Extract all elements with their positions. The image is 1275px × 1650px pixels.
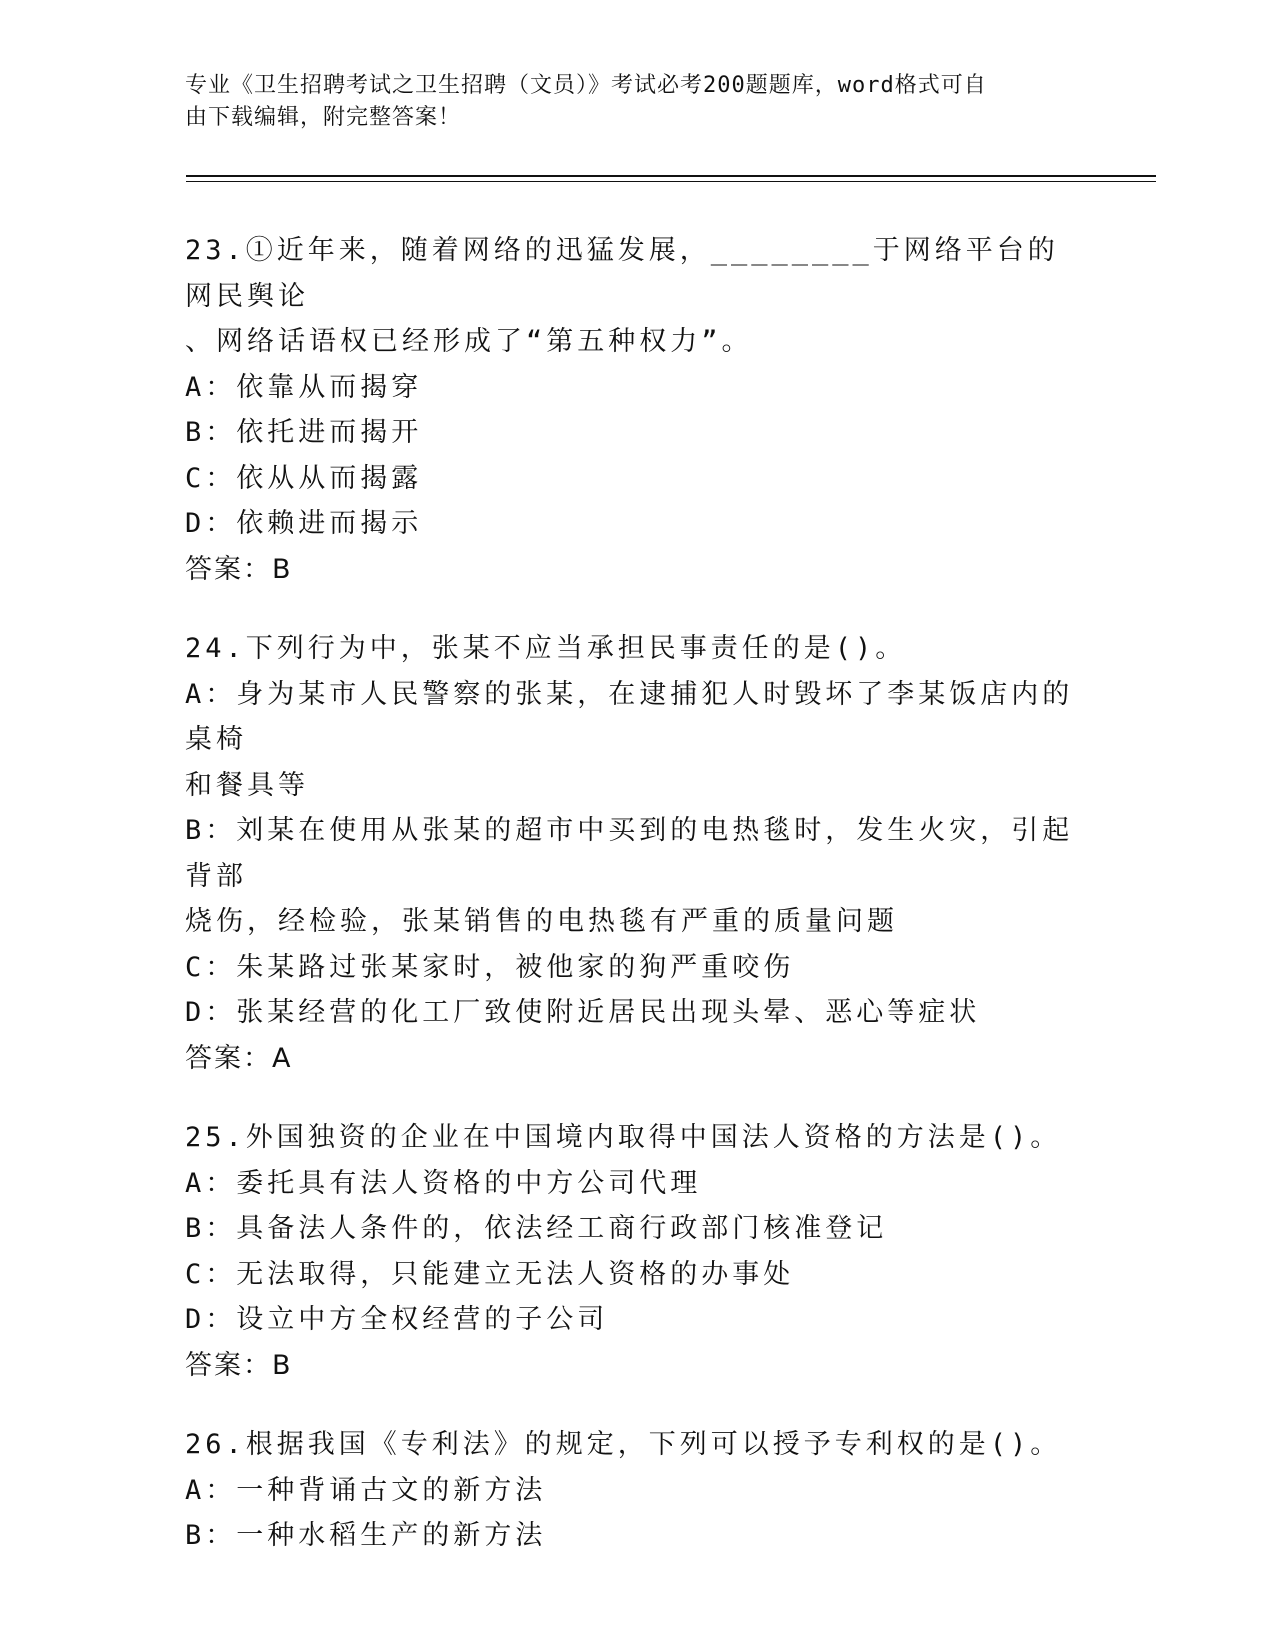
answer-line: 答案：B [185,1349,293,1381]
question-stem-line: 26.根据我国《专利法》的规定，下列可以授予专利权的是()。 [185,1429,1062,1460]
option-line: C：无法取得，只能建立无法人资格的办事处 [185,1258,795,1290]
header-line-1: 专业《卫生招聘考试之卫生招聘（文员）》考试必考200题题库，word格式可自 [185,73,987,98]
question-stem-line: 23.①近年来，随着网络的迅猛发展，________于网络平台的网民舆论 [185,235,1059,312]
option-line: C：依从从而揭露 [185,462,423,494]
answer-line: 答案：A [185,1042,293,1074]
question-stem-line: 25.外国独资的企业在中国境内取得中国法人资格的方法是()。 [185,1122,1062,1153]
option-line: A：委托具有法人资格的中方公司代理 [185,1167,702,1199]
header-line-2: 由下载编辑，附完整答案！ [185,105,462,130]
option-line: D：依赖进而揭示 [185,508,423,539]
option-line: C：朱某路过张某家时，被他家的狗严重咬伤 [185,951,795,983]
option-line: D：设立中方全权经营的子公司 [185,1304,609,1335]
option-line: B：一种水稻生产的新方法 [185,1520,547,1551]
question-block [185,626,1085,1081]
question-stem-line: 、网络话语权已经形成了“第五种权力”。 [185,326,753,357]
option-line: 和餐具等 [185,769,309,801]
option-line: A：身为某市人民警察的张某，在逮捕犯人时毁坏了李某饭店内的桌椅 [185,678,1074,755]
question-stem-line: 24.下列行为中，张某不应当承担民事责任的是()。 [185,633,907,664]
question-block [185,1422,1085,1559]
header-divider-thick [186,175,1156,177]
option-line: B：依托进而揭开 [185,417,423,448]
option-line: 烧伤，经检验，张某销售的电热毯有严重的质量问题 [185,906,898,937]
question-block [185,228,1085,592]
answer-line: 答案：B [185,553,293,585]
header-divider-thin [186,181,1156,182]
option-line: A：依靠从而揭穿 [185,371,423,403]
option-line: A：一种背诵古文的新方法 [185,1474,547,1506]
question-block [185,1115,1085,1388]
option-line: B：刘某在使用从张某的超市中买到的电热毯时，发生火灾，引起背部 [185,815,1074,892]
option-line: D：张某经营的化工厂致使附近居民出现头晕、恶心等症状 [185,997,981,1028]
document-header [185,70,1065,134]
option-line: B：具备法人条件的，依法经工商行政部门核准登记 [185,1213,888,1244]
question-list [185,228,1085,1593]
